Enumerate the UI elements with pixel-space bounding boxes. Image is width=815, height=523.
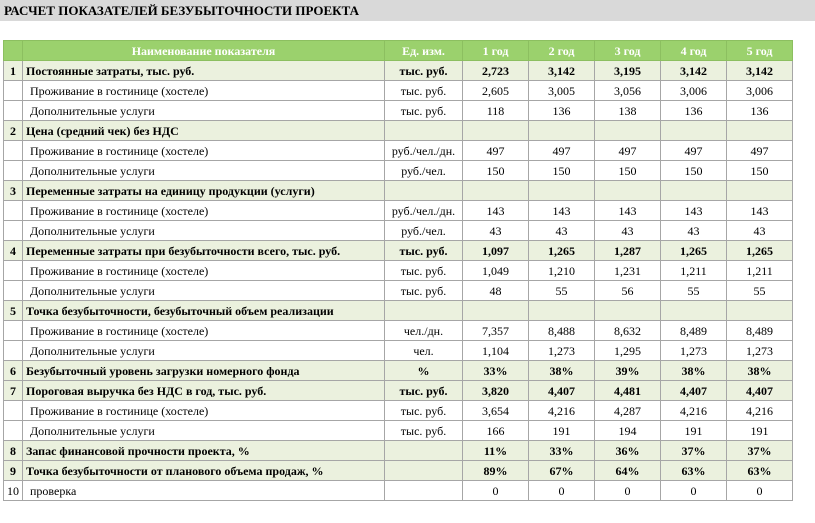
- row-value-year-3: 3,195: [595, 61, 661, 81]
- row-value-year-4: 1,273: [661, 341, 727, 361]
- table-row: [4, 261, 793, 281]
- row-value-year-2: 136: [529, 101, 595, 121]
- header-year-1: 1 год: [463, 41, 529, 61]
- table-row: [4, 341, 793, 361]
- row-unit: [385, 461, 463, 481]
- row-name: Пороговая выручка без НДС в год, тыс. руб.: [23, 381, 385, 401]
- table-row: [4, 321, 793, 341]
- header-unit: Ед. изм.: [385, 41, 463, 61]
- row-num: [4, 341, 23, 361]
- row-unit: тыс. руб.: [385, 401, 463, 421]
- row-num: [4, 281, 23, 301]
- row-num: [4, 401, 23, 421]
- row-value-year-1: 11%: [463, 441, 529, 461]
- header-num: [4, 41, 23, 61]
- row-value-year-4: 55: [661, 281, 727, 301]
- row-num: 2: [4, 121, 23, 141]
- row-name: Переменные затраты на единицу продукции (услуги): [23, 181, 385, 201]
- row-value-year-2: 43: [529, 221, 595, 241]
- row-value-year-5: [727, 181, 793, 201]
- row-value-year-4: 191: [661, 421, 727, 441]
- row-value-year-5: 143: [727, 201, 793, 221]
- row-value-year-1: 7,357: [463, 321, 529, 341]
- table-body: [4, 61, 793, 501]
- row-value-year-3: 56: [595, 281, 661, 301]
- row-value-year-2: [529, 301, 595, 321]
- row-num: 9: [4, 461, 23, 481]
- row-value-year-5: 43: [727, 221, 793, 241]
- row-value-year-5: 191: [727, 421, 793, 441]
- table-row: [4, 441, 793, 461]
- row-value-year-4: 1,265: [661, 241, 727, 261]
- row-value-year-2: 3,005: [529, 81, 595, 101]
- row-value-year-2: 4,407: [529, 381, 595, 401]
- row-value-year-2: 38%: [529, 361, 595, 381]
- row-value-year-1: 166: [463, 421, 529, 441]
- row-value-year-2: 150: [529, 161, 595, 181]
- row-num: [4, 141, 23, 161]
- row-value-year-3: 64%: [595, 461, 661, 481]
- row-num: [4, 321, 23, 341]
- row-name: Проживание в гостинице (хостеле): [23, 321, 385, 341]
- header-year-2: 2 год: [529, 41, 595, 61]
- row-value-year-3: [595, 181, 661, 201]
- row-value-year-2: 8,488: [529, 321, 595, 341]
- row-value-year-4: 63%: [661, 461, 727, 481]
- row-value-year-4: 143: [661, 201, 727, 221]
- row-value-year-2: 67%: [529, 461, 595, 481]
- row-value-year-4: 3,006: [661, 81, 727, 101]
- row-value-year-2: 55: [529, 281, 595, 301]
- row-value-year-1: 3,820: [463, 381, 529, 401]
- row-value-year-1: 0: [463, 481, 529, 501]
- row-num: 10: [4, 481, 23, 501]
- row-value-year-5: 1,211: [727, 261, 793, 281]
- row-unit: [385, 441, 463, 461]
- row-unit: тыс. руб.: [385, 421, 463, 441]
- row-value-year-5: 497: [727, 141, 793, 161]
- row-unit: руб./чел.: [385, 221, 463, 241]
- row-num: [4, 101, 23, 121]
- row-value-year-2: 4,216: [529, 401, 595, 421]
- row-value-year-3: 143: [595, 201, 661, 221]
- table-row: [4, 221, 793, 241]
- row-value-year-5: 38%: [727, 361, 793, 381]
- row-value-year-1: 43: [463, 221, 529, 241]
- row-value-year-2: 33%: [529, 441, 595, 461]
- row-name: Точка безубыточности от планового объема продаж, %: [23, 461, 385, 481]
- row-value-year-4: 150: [661, 161, 727, 181]
- row-num: [4, 221, 23, 241]
- row-unit: [385, 121, 463, 141]
- row-value-year-2: 191: [529, 421, 595, 441]
- row-value-year-5: 3,006: [727, 81, 793, 101]
- row-value-year-3: 1,287: [595, 241, 661, 261]
- row-value-year-3: 39%: [595, 361, 661, 381]
- row-value-year-2: 3,142: [529, 61, 595, 81]
- row-value-year-1: 150: [463, 161, 529, 181]
- row-num: 4: [4, 241, 23, 261]
- row-value-year-5: 63%: [727, 461, 793, 481]
- row-value-year-3: 8,632: [595, 321, 661, 341]
- row-value-year-5: 150: [727, 161, 793, 181]
- row-unit: чел.: [385, 341, 463, 361]
- row-name: Дополнительные услуги: [23, 161, 385, 181]
- row-value-year-3: [595, 301, 661, 321]
- row-value-year-5: 4,407: [727, 381, 793, 401]
- row-value-year-2: 1,210: [529, 261, 595, 281]
- table-row: [4, 301, 793, 321]
- row-value-year-3: 3,056: [595, 81, 661, 101]
- row-name: Проживание в гостинице (хостеле): [23, 401, 385, 421]
- row-name: Постоянные затраты, тыс. руб.: [23, 61, 385, 81]
- row-value-year-5: 8,489: [727, 321, 793, 341]
- row-value-year-1: 2,605: [463, 81, 529, 101]
- row-name: Запас финансовой прочности проекта, %: [23, 441, 385, 461]
- row-name: Дополнительные услуги: [23, 281, 385, 301]
- row-value-year-3: 1,231: [595, 261, 661, 281]
- page-title: РАСЧЕТ ПОКАЗАТЕЛЕЙ БЕЗУБЫТОЧНОСТИ ПРОЕКТА: [4, 3, 360, 18]
- row-value-year-1: 1,104: [463, 341, 529, 361]
- row-value-year-4: 4,407: [661, 381, 727, 401]
- row-unit: руб./чел./дн.: [385, 201, 463, 221]
- row-name: Цена (средний чек) без НДС: [23, 121, 385, 141]
- row-value-year-1: 118: [463, 101, 529, 121]
- row-unit: тыс. руб.: [385, 261, 463, 281]
- row-value-year-3: 138: [595, 101, 661, 121]
- row-value-year-1: 3,654: [463, 401, 529, 421]
- row-name: Точка безубыточности, безубыточный объем реализации: [23, 301, 385, 321]
- row-value-year-1: 143: [463, 201, 529, 221]
- row-num: [4, 261, 23, 281]
- row-value-year-4: [661, 121, 727, 141]
- row-unit: тыс. руб.: [385, 81, 463, 101]
- row-unit: [385, 181, 463, 201]
- row-name: Переменные затраты при безубыточности всего, тыс. руб.: [23, 241, 385, 261]
- row-value-year-5: 0: [727, 481, 793, 501]
- row-unit: тыс. руб.: [385, 61, 463, 81]
- table-row: [4, 241, 793, 261]
- row-value-year-2: 143: [529, 201, 595, 221]
- row-value-year-4: [661, 181, 727, 201]
- row-name: Дополнительные услуги: [23, 341, 385, 361]
- row-value-year-1: 1,049: [463, 261, 529, 281]
- row-value-year-2: [529, 181, 595, 201]
- row-name: Проживание в гостинице (хостеле): [23, 141, 385, 161]
- row-value-year-4: 43: [661, 221, 727, 241]
- row-num: [4, 201, 23, 221]
- row-num: 8: [4, 441, 23, 461]
- row-value-year-5: 1,273: [727, 341, 793, 361]
- row-value-year-4: 37%: [661, 441, 727, 461]
- row-unit: чел./дн.: [385, 321, 463, 341]
- table-row: [4, 481, 793, 501]
- row-value-year-5: [727, 121, 793, 141]
- row-unit: тыс. руб.: [385, 381, 463, 401]
- row-unit: тыс. руб.: [385, 281, 463, 301]
- row-num: [4, 161, 23, 181]
- table-header-row: [4, 41, 793, 61]
- row-value-year-5: 37%: [727, 441, 793, 461]
- table-row: [4, 81, 793, 101]
- row-value-year-1: [463, 121, 529, 141]
- table-row: [4, 61, 793, 81]
- table-row: [4, 421, 793, 441]
- row-value-year-3: 1,295: [595, 341, 661, 361]
- row-value-year-1: 497: [463, 141, 529, 161]
- row-value-year-4: 0: [661, 481, 727, 501]
- table-row: [4, 181, 793, 201]
- row-value-year-2: 0: [529, 481, 595, 501]
- row-value-year-2: [529, 121, 595, 141]
- row-value-year-5: 55: [727, 281, 793, 301]
- row-unit: тыс. руб.: [385, 101, 463, 121]
- row-name: Безубыточный уровень загрузки номерного фонда: [23, 361, 385, 381]
- row-num: [4, 421, 23, 441]
- table-row: [4, 141, 793, 161]
- row-value-year-4: 136: [661, 101, 727, 121]
- row-unit: %: [385, 361, 463, 381]
- row-unit: руб./чел.: [385, 161, 463, 181]
- row-value-year-2: 1,265: [529, 241, 595, 261]
- row-value-year-1: [463, 301, 529, 321]
- row-value-year-1: 48: [463, 281, 529, 301]
- row-value-year-1: 89%: [463, 461, 529, 481]
- row-value-year-1: 2,723: [463, 61, 529, 81]
- row-value-year-3: 150: [595, 161, 661, 181]
- table-row: [4, 401, 793, 421]
- table-row: [4, 461, 793, 481]
- row-value-year-5: 4,216: [727, 401, 793, 421]
- row-num: 1: [4, 61, 23, 81]
- row-name: Проживание в гостинице (хостеле): [23, 201, 385, 221]
- table-row: [4, 381, 793, 401]
- row-value-year-2: 497: [529, 141, 595, 161]
- row-name: Проживание в гостинице (хостеле): [23, 261, 385, 281]
- row-name: Дополнительные услуги: [23, 101, 385, 121]
- header-year-4: 4 год: [661, 41, 727, 61]
- row-value-year-4: [661, 301, 727, 321]
- row-value-year-1: 33%: [463, 361, 529, 381]
- row-value-year-5: 1,265: [727, 241, 793, 261]
- row-num: 7: [4, 381, 23, 401]
- row-num: 3: [4, 181, 23, 201]
- row-name: Проживание в гостинице (хостеле): [23, 81, 385, 101]
- row-unit: тыс. руб.: [385, 241, 463, 261]
- row-value-year-3: 497: [595, 141, 661, 161]
- row-value-year-4: 4,216: [661, 401, 727, 421]
- header-name: Наименование показателя: [23, 41, 385, 61]
- table-row: [4, 361, 793, 381]
- header-year-3: 3 год: [595, 41, 661, 61]
- row-num: [4, 81, 23, 101]
- row-unit: [385, 301, 463, 321]
- row-num: 6: [4, 361, 23, 381]
- row-value-year-4: 8,489: [661, 321, 727, 341]
- breakeven-table: [3, 40, 793, 501]
- row-num: 5: [4, 301, 23, 321]
- row-value-year-3: [595, 121, 661, 141]
- row-value-year-5: 3,142: [727, 61, 793, 81]
- table-row: [4, 161, 793, 181]
- row-value-year-4: 497: [661, 141, 727, 161]
- row-value-year-4: 1,211: [661, 261, 727, 281]
- row-value-year-3: 194: [595, 421, 661, 441]
- table-row: [4, 121, 793, 141]
- row-value-year-3: 4,481: [595, 381, 661, 401]
- row-value-year-4: 3,142: [661, 61, 727, 81]
- row-value-year-3: 36%: [595, 441, 661, 461]
- header-year-5: 5 год: [727, 41, 793, 61]
- title-bar: [0, 0, 815, 21]
- table-row: [4, 101, 793, 121]
- table-row: [4, 201, 793, 221]
- row-value-year-3: 4,287: [595, 401, 661, 421]
- table-row: [4, 281, 793, 301]
- row-name: проверка: [23, 481, 385, 501]
- row-value-year-3: 0: [595, 481, 661, 501]
- row-value-year-2: 1,273: [529, 341, 595, 361]
- row-name: Дополнительные услуги: [23, 221, 385, 241]
- row-value-year-1: 1,097: [463, 241, 529, 261]
- row-value-year-1: [463, 181, 529, 201]
- row-name: Дополнительные услуги: [23, 421, 385, 441]
- row-value-year-5: [727, 301, 793, 321]
- row-value-year-4: 38%: [661, 361, 727, 381]
- row-unit: [385, 481, 463, 501]
- row-value-year-3: 43: [595, 221, 661, 241]
- row-value-year-5: 136: [727, 101, 793, 121]
- row-unit: руб./чел./дн.: [385, 141, 463, 161]
